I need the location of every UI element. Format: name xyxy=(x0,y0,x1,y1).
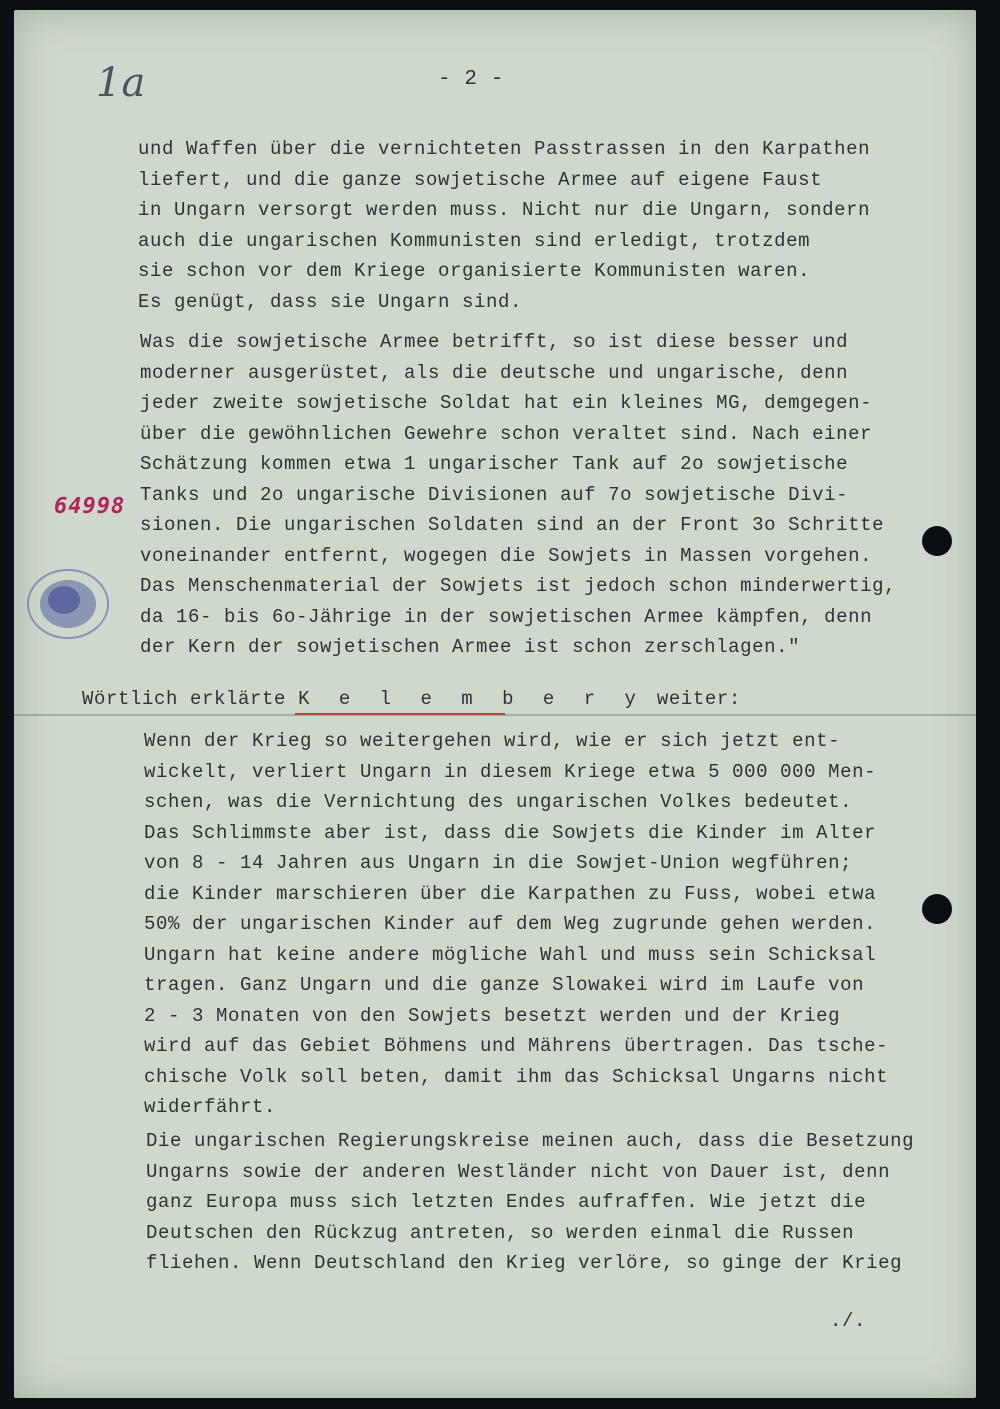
paragraph-3-quote: Wenn der Krieg so weitergehen wird, wie er sich jetzt ent- wickelt, verliert Ungarn in diesem Kriege etwa 5 000 000 Men- schen, was die Vernichtung des ungarischen Volkes bedeutet. Das Schlimmste aber ist, dass die Sowjets die Kinder im Alter von 8 - 14 Jahren aus Ungarn in die Sowjet-Union wegführen; die Kinder marschieren über die Karpathen zu Fuss, wobei etwa 50% der ungarischen Kinder auf dem Weg zugrunde gehen werden. Ungarn hat keine andere mögliche Wahl und muss sein Schicksal tragen. Ganz Ungarn und die ganze Slowakei wird im Laufe von 2 - 3 Monaten von den Sowjets besetzt werden und der Krieg wird auf das Gebiet Böhmens und Mährens übertragen. Das tsche- chische Volk soll beten, damit ihm das Schicksal Ungarns nicht widerfährt. xyxy=(144,730,889,1118)
continuation-mark: ./. xyxy=(830,1310,867,1332)
paragraph-1: und Waffen über die vernichteten Passtrassen in den Karpathen liefert, und die ganze sowjetische Armee auf eigene Faust in Ungarn versorgt werden muss. Nicht nur die Ungarn, sondern auch die ungarischen Kommunisten sind erledigt, trotzdem sie schon vor dem Kriege organisierte Kommunisten waren. Es genügt, dass sie Ungarn sind. xyxy=(138,138,871,313)
handwritten-annotation: 1a xyxy=(96,60,146,106)
paragraph-4: Die ungarischen Regierungskreise meinen auch, dass die Besetzung Ungarns sowie der anderen Westländer nicht von Dauer ist, denn ganz Europa muss sich letzten Endes aufraffen. Wie jetzt die Deutschen den Rückzug antreten, so werden einmal die Russen fliehen. Wenn Deutschland den Krieg verlöre, so ginge der Krieg xyxy=(146,1130,915,1274)
person-name: K e l e m b e r y xyxy=(298,688,645,710)
punch-hole-icon xyxy=(922,526,952,556)
paragraph-2: Was die sowjetische Armee betrifft, so ist diese besser und moderner ausgerüstet, als die deutsche und ungarische, denn jeder zweite sowjetische Soldat hat ein kleines MG, demgegen- über die gewöhnlichen Gewehre schon veraltet sind. Nach einer Schätzung kommen etwa 1 ungarischer Tank auf 2o sowjetische Tanks und 2o ungarische Divisionen auf 7o sowjetische Divi- sionen. Die ungarischen Soldaten sind an der Front 3o Schritte voneinander entfernt, wogegen die Sowjets in Massen vorgehen. Das Menschenmaterial der Sowjets ist jedoch schon minderwertig, da 16- bis 6o-Jährige in der sowjetischen Armee kämpfen, denn der Kern der sowjetischen Armee ist schon zerschlagen." xyxy=(140,331,897,658)
page-number: - 2 - xyxy=(438,68,505,91)
archive-stamp-number: 64998 xyxy=(54,494,126,519)
punch-hole-icon xyxy=(922,894,952,924)
round-stamp-icon xyxy=(24,566,110,642)
intro-line: Wörtlich erklärte K e l e m b e r y weiter: xyxy=(82,688,741,710)
red-underline-mark xyxy=(295,713,505,715)
